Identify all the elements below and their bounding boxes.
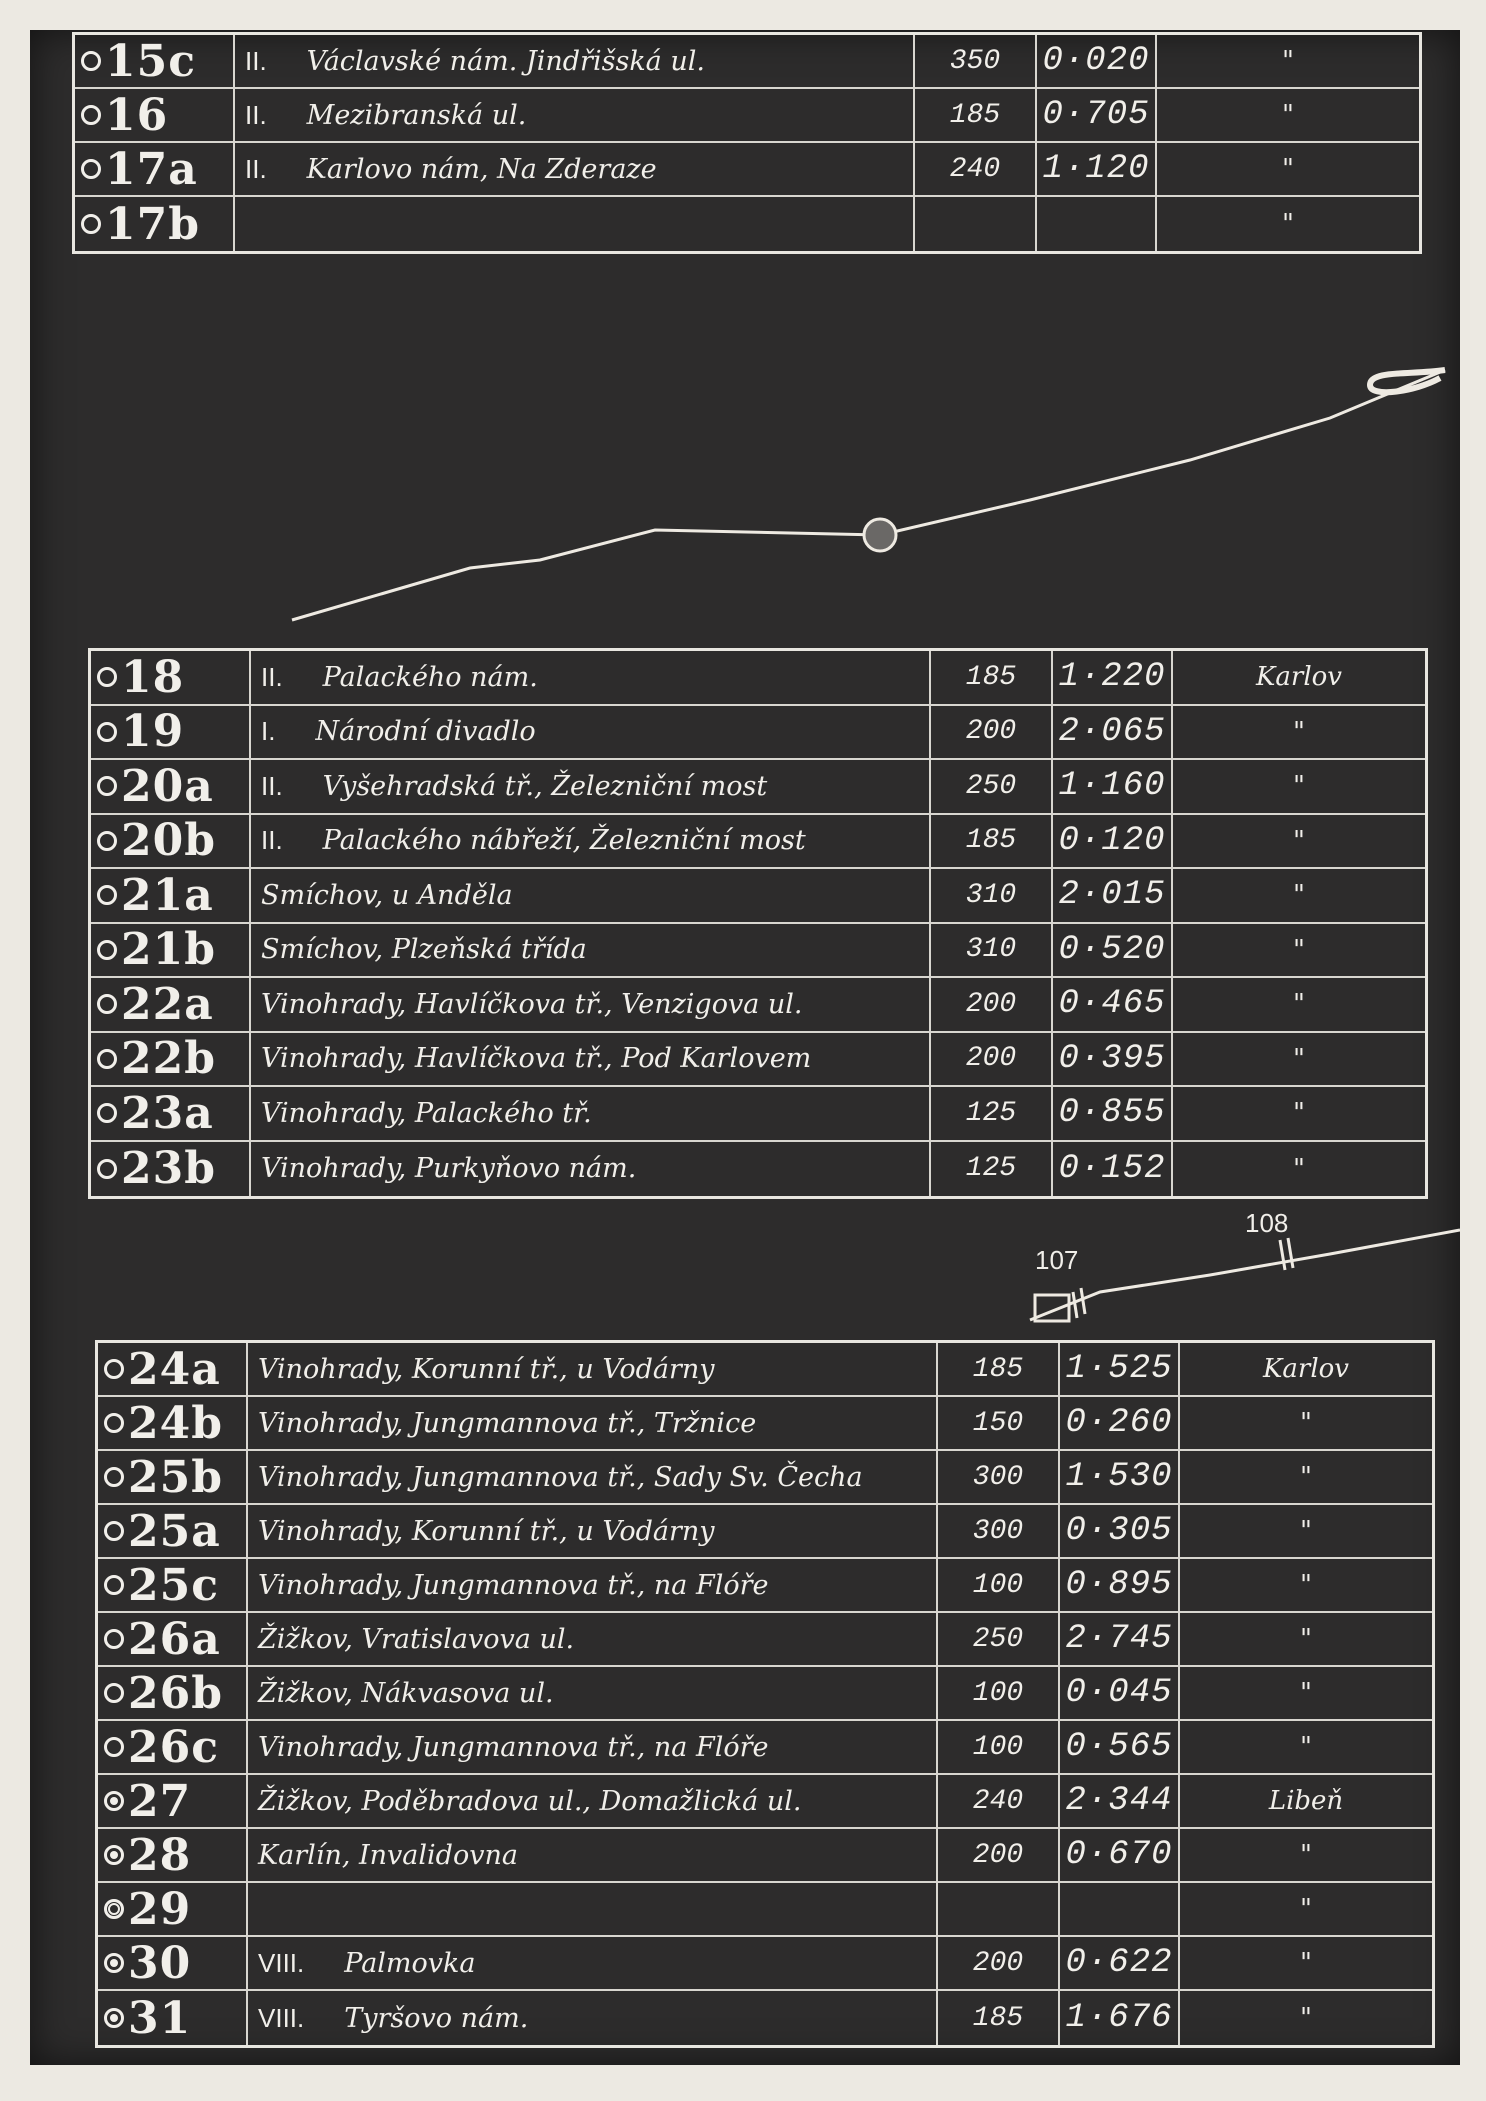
location-text: Karlín, Invalidovna (258, 1839, 518, 1871)
value-cell: 1·525 (1060, 1343, 1180, 1395)
value-cell: 0·565 (1060, 1721, 1180, 1773)
marker-icon (104, 1899, 124, 1919)
location-cell (251, 1142, 931, 1197)
table-row (91, 924, 1425, 979)
note-cell: " (1293, 1153, 1305, 1184)
table-row (98, 1829, 1432, 1883)
table-row (98, 1397, 1432, 1451)
marker-icon (104, 1629, 124, 1649)
table-row (98, 1559, 1432, 1613)
location-text: Vinohrady, Jungmannova tř., na Flóře (258, 1731, 769, 1763)
row-id (91, 651, 251, 704)
length-cell: 200 (931, 978, 1053, 1031)
value-cell: 0·895 (1060, 1559, 1180, 1611)
district-text: II. (245, 153, 267, 184)
length-cell: 200 (938, 1937, 1060, 1989)
table-row (98, 1505, 1432, 1559)
row-id-text: 23a (121, 1087, 214, 1139)
marker-icon (104, 1359, 124, 1379)
row-id-text: 15c (105, 35, 197, 87)
location-cell (251, 978, 931, 1031)
table-row (91, 1087, 1425, 1142)
row-id-text: 26a (128, 1613, 221, 1665)
note-cell: " (1282, 154, 1294, 184)
location-cell (248, 1559, 938, 1611)
location-cell (248, 1451, 938, 1503)
location-text: Vinohrady, Purkyňovo nám. (261, 1153, 637, 1185)
location-cell (251, 924, 931, 977)
row-id-text: 30 (128, 1937, 192, 1989)
location-text: Tyršovo nám. (344, 2002, 529, 2034)
row-id (98, 1883, 248, 1935)
note-cell: Karlov (1255, 662, 1342, 693)
note-cell: " (1300, 1840, 1312, 1870)
note-cell: " (1293, 934, 1305, 965)
marker-icon (97, 994, 117, 1014)
location-text: Palackého nábřeží, Železniční most (322, 825, 806, 857)
row-id (98, 1721, 248, 1773)
row-id-text: 29 (128, 1883, 192, 1935)
location-text: Mezibranská ul. (306, 99, 527, 131)
value-cell: 0·622 (1060, 1937, 1180, 1989)
note-cell: " (1300, 1408, 1312, 1438)
district-text: II. (245, 45, 267, 76)
marker-icon (97, 722, 117, 742)
location-text: Václavské nám. Jindřišská ul. (306, 45, 705, 77)
table-row (98, 1775, 1432, 1829)
length-cell: 185 (938, 1991, 1060, 2045)
note-cell: " (1300, 1732, 1312, 1762)
row-id (98, 1559, 248, 1611)
location-text: Žižkov, Poděbradova ul., Domažlická ul. (258, 1785, 802, 1817)
row-id-text: 31 (128, 1992, 192, 2044)
row-id-text: 23b (121, 1143, 216, 1195)
location-text: Vinohrady, Jungmannova tř., Sady Sv. Čecha (258, 1461, 863, 1493)
value-cell: 1·220 (1053, 651, 1173, 704)
value-cell: 0·520 (1053, 924, 1173, 977)
row-id-text: 26b (128, 1667, 223, 1719)
table-row (91, 1142, 1425, 1197)
marker-icon (97, 1103, 117, 1123)
length-cell: 310 (931, 869, 1053, 922)
value-cell: 0·305 (1060, 1505, 1180, 1557)
location-cell (248, 1505, 938, 1557)
marker-icon (104, 1413, 124, 1433)
row-id-text: 25a (128, 1505, 221, 1557)
location-cell (251, 1087, 931, 1140)
table-2 (88, 648, 1428, 1199)
note-cell: " (1293, 880, 1305, 911)
table-row (91, 1033, 1425, 1088)
marker-icon (97, 776, 117, 796)
table-3 (95, 1340, 1435, 2048)
row-id (98, 1667, 248, 1719)
table-row (91, 978, 1425, 1033)
row-id-text: 24a (128, 1343, 221, 1395)
survey-sheet (30, 30, 1460, 2065)
note-cell: " (1293, 771, 1305, 802)
value-cell: 1·530 (1060, 1451, 1180, 1503)
length-cell: 310 (931, 924, 1053, 977)
row-id (91, 1087, 251, 1140)
marker-icon (97, 940, 117, 960)
location-text: Palmovka (344, 1947, 476, 1979)
location-cell (248, 1883, 938, 1935)
note-cell: " (1293, 1043, 1305, 1074)
table-row (98, 1343, 1432, 1397)
row-id (98, 1613, 248, 1665)
value-cell: 0·045 (1060, 1667, 1180, 1719)
value-cell: 1·120 (1037, 143, 1157, 195)
row-id (98, 1451, 248, 1503)
row-id-text: 24b (128, 1397, 223, 1449)
note-cell: " (1282, 46, 1294, 76)
location-cell (248, 1829, 938, 1881)
district-text: VIII. (258, 2002, 305, 2033)
row-id (98, 1991, 248, 2045)
value-cell: 0·670 (1060, 1829, 1180, 1881)
location-cell (248, 1991, 938, 2045)
note-cell: " (1293, 825, 1305, 856)
note-cell: " (1300, 1570, 1312, 1600)
marker-icon (97, 831, 117, 851)
value-cell: 0·395 (1053, 1033, 1173, 1086)
location-cell (251, 1033, 931, 1086)
table-row (98, 1451, 1432, 1505)
tick-107: 107 (1035, 1245, 1079, 1275)
marker-icon (104, 1575, 124, 1595)
marker-icon (104, 2008, 124, 2028)
value-cell: 0·855 (1053, 1087, 1173, 1140)
location-cell (248, 1613, 938, 1665)
location-text: Smíchov, u Anděla (261, 879, 513, 911)
length-cell: 150 (938, 1397, 1060, 1449)
length-cell: 200 (938, 1829, 1060, 1881)
location-cell (251, 651, 931, 704)
note-cell: Libeň (1268, 1786, 1344, 1816)
table-row (98, 1937, 1432, 1991)
district-text: I. (261, 716, 276, 747)
location-text: Žižkov, Nákvasova ul. (258, 1677, 554, 1709)
note-cell: " (1282, 209, 1294, 239)
note-cell: " (1293, 716, 1305, 747)
table-row (91, 815, 1425, 870)
value-cell: 2·745 (1060, 1613, 1180, 1665)
table-row (98, 1667, 1432, 1721)
length-cell: 125 (931, 1142, 1053, 1197)
district-text: II. (261, 825, 283, 856)
row-id-text: 25b (128, 1451, 223, 1503)
row-id (98, 1775, 248, 1827)
marker-icon (104, 1521, 124, 1541)
location-cell (248, 1937, 938, 1989)
length-cell: 300 (938, 1451, 1060, 1503)
length-cell: 100 (938, 1667, 1060, 1719)
location-cell (251, 815, 931, 868)
value-cell: 0·120 (1053, 815, 1173, 868)
row-id (98, 1937, 248, 1989)
row-id (98, 1505, 248, 1557)
marker-icon (104, 1845, 124, 1865)
length-cell: 185 (931, 815, 1053, 868)
row-id-text: 19 (121, 706, 185, 758)
table-row (98, 1613, 1432, 1667)
row-id (98, 1343, 248, 1395)
table-row (91, 651, 1425, 706)
location-text: Smíchov, Plzeňská třída (261, 934, 587, 966)
table-row (98, 1991, 1432, 2045)
note-cell: " (1300, 1624, 1312, 1654)
length-cell: 300 (938, 1505, 1060, 1557)
table-row (91, 869, 1425, 924)
row-id (91, 869, 251, 922)
row-id-text: 17b (105, 198, 200, 250)
length-cell: 240 (915, 143, 1037, 195)
row-id-text: 28 (128, 1829, 192, 1881)
length-cell: 125 (931, 1087, 1053, 1140)
location-text: Vinohrady, Korunní tř., u Vodárny (258, 1515, 715, 1547)
length-cell: 250 (938, 1613, 1060, 1665)
location-cell (251, 706, 931, 759)
value-cell: 0·152 (1053, 1142, 1173, 1197)
value-cell: 0·705 (1037, 89, 1157, 141)
note-cell: " (1293, 989, 1305, 1020)
location-cell (248, 1667, 938, 1719)
table-row (91, 706, 1425, 761)
location-text: Palackého nám. (322, 661, 538, 693)
length-cell: 200 (931, 1033, 1053, 1086)
location-cell (248, 1721, 938, 1773)
location-cell (248, 1343, 938, 1395)
row-id-text: 21a (121, 869, 214, 921)
length-cell: 350 (915, 35, 1037, 87)
row-id-text: 26c (128, 1721, 220, 1773)
location-text: Národní divadlo (315, 716, 536, 748)
row-id-text: 22b (121, 1033, 216, 1085)
marker-icon (97, 1049, 117, 1069)
location-cell (251, 869, 931, 922)
table-row (98, 1883, 1432, 1937)
location-text: Vinohrady, Jungmannova tř., Tržnice (258, 1407, 757, 1439)
location-cell (248, 1775, 938, 1827)
value-cell: 0·020 (1037, 35, 1157, 87)
location-text: Žižkov, Vratislavova ul. (258, 1623, 575, 1655)
row-id-text: 17a (105, 143, 198, 195)
note-cell: Karlov (1262, 1354, 1349, 1384)
row-id-text: 20b (121, 815, 216, 867)
marker-icon (104, 1737, 124, 1757)
value-cell: 0·465 (1053, 978, 1173, 1031)
row-id (91, 1033, 251, 1086)
row-id (91, 924, 251, 977)
district-text: II. (245, 99, 267, 130)
value-cell: 2·015 (1053, 869, 1173, 922)
row-id (91, 706, 251, 759)
table-row (91, 760, 1425, 815)
row-id-text: 27 (128, 1775, 192, 1827)
location-text: Vyšehradská tř., Železniční most (322, 770, 768, 802)
location-cell (248, 1397, 938, 1449)
marker-icon (104, 1683, 124, 1703)
row-id (98, 1829, 248, 1881)
length-cell: 240 (938, 1775, 1060, 1827)
marker-icon (97, 885, 117, 905)
row-id-text: 18 (121, 651, 185, 703)
note-cell: " (1300, 1948, 1312, 1978)
note-cell: " (1300, 1462, 1312, 1492)
note-cell: " (1300, 2003, 1312, 2033)
note-cell: " (1300, 1678, 1312, 1708)
row-id-text: 20a (121, 760, 214, 812)
length-cell: 100 (938, 1721, 1060, 1773)
length-cell: 100 (938, 1559, 1060, 1611)
location-cell (251, 760, 931, 813)
marker-icon (104, 1791, 124, 1811)
row-id (91, 1142, 251, 1197)
district-text: VIII. (258, 1947, 305, 1978)
marker-icon (104, 1953, 124, 1973)
length-cell: 250 (931, 760, 1053, 813)
row-id (98, 1397, 248, 1449)
marker-icon (104, 1467, 124, 1487)
length-cell (938, 1883, 1060, 1935)
row-id-text: 16 (105, 89, 169, 141)
location-text: Karlovo nám, Na Zderaze (306, 153, 657, 185)
note-cell: " (1282, 100, 1294, 130)
length-cell: 185 (938, 1343, 1060, 1395)
row-id (91, 815, 251, 868)
row-id (91, 978, 251, 1031)
length-cell: 185 (931, 651, 1053, 704)
value-cell: 2·065 (1053, 706, 1173, 759)
district-text: II. (261, 770, 283, 801)
district-text: II. (261, 661, 283, 692)
location-text: Vinohrady, Havlíčkova tř., Pod Karlovem (261, 1043, 812, 1075)
value-cell: 2·344 (1060, 1775, 1180, 1827)
tick-108: 108 (1245, 1208, 1289, 1238)
value-cell: 0·260 (1060, 1397, 1180, 1449)
value-cell: 1·676 (1060, 1991, 1180, 2045)
length-cell: 200 (931, 706, 1053, 759)
row-id (91, 760, 251, 813)
value-cell (1060, 1883, 1180, 1935)
note-cell: " (1293, 1098, 1305, 1129)
location-text: Vinohrady, Havlíčkova tř., Venzigova ul. (261, 988, 803, 1020)
marker-icon (97, 667, 117, 687)
row-id-text: 21b (121, 924, 216, 976)
location-text: Vinohrady, Korunní tř., u Vodárny (258, 1353, 715, 1385)
value-cell: 1·160 (1053, 760, 1173, 813)
location-text: Vinohrady, Jungmannova tř., na Flóře (258, 1569, 769, 1601)
location-text: Vinohrady, Palackého tř. (261, 1097, 592, 1129)
note-cell: " (1300, 1894, 1312, 1924)
table-row (98, 1721, 1432, 1775)
row-id-text: 22a (121, 978, 214, 1030)
note-cell: " (1300, 1516, 1312, 1546)
row-id-text: 25c (128, 1559, 220, 1611)
length-cell: 185 (915, 89, 1037, 141)
marker-icon (97, 1159, 117, 1179)
